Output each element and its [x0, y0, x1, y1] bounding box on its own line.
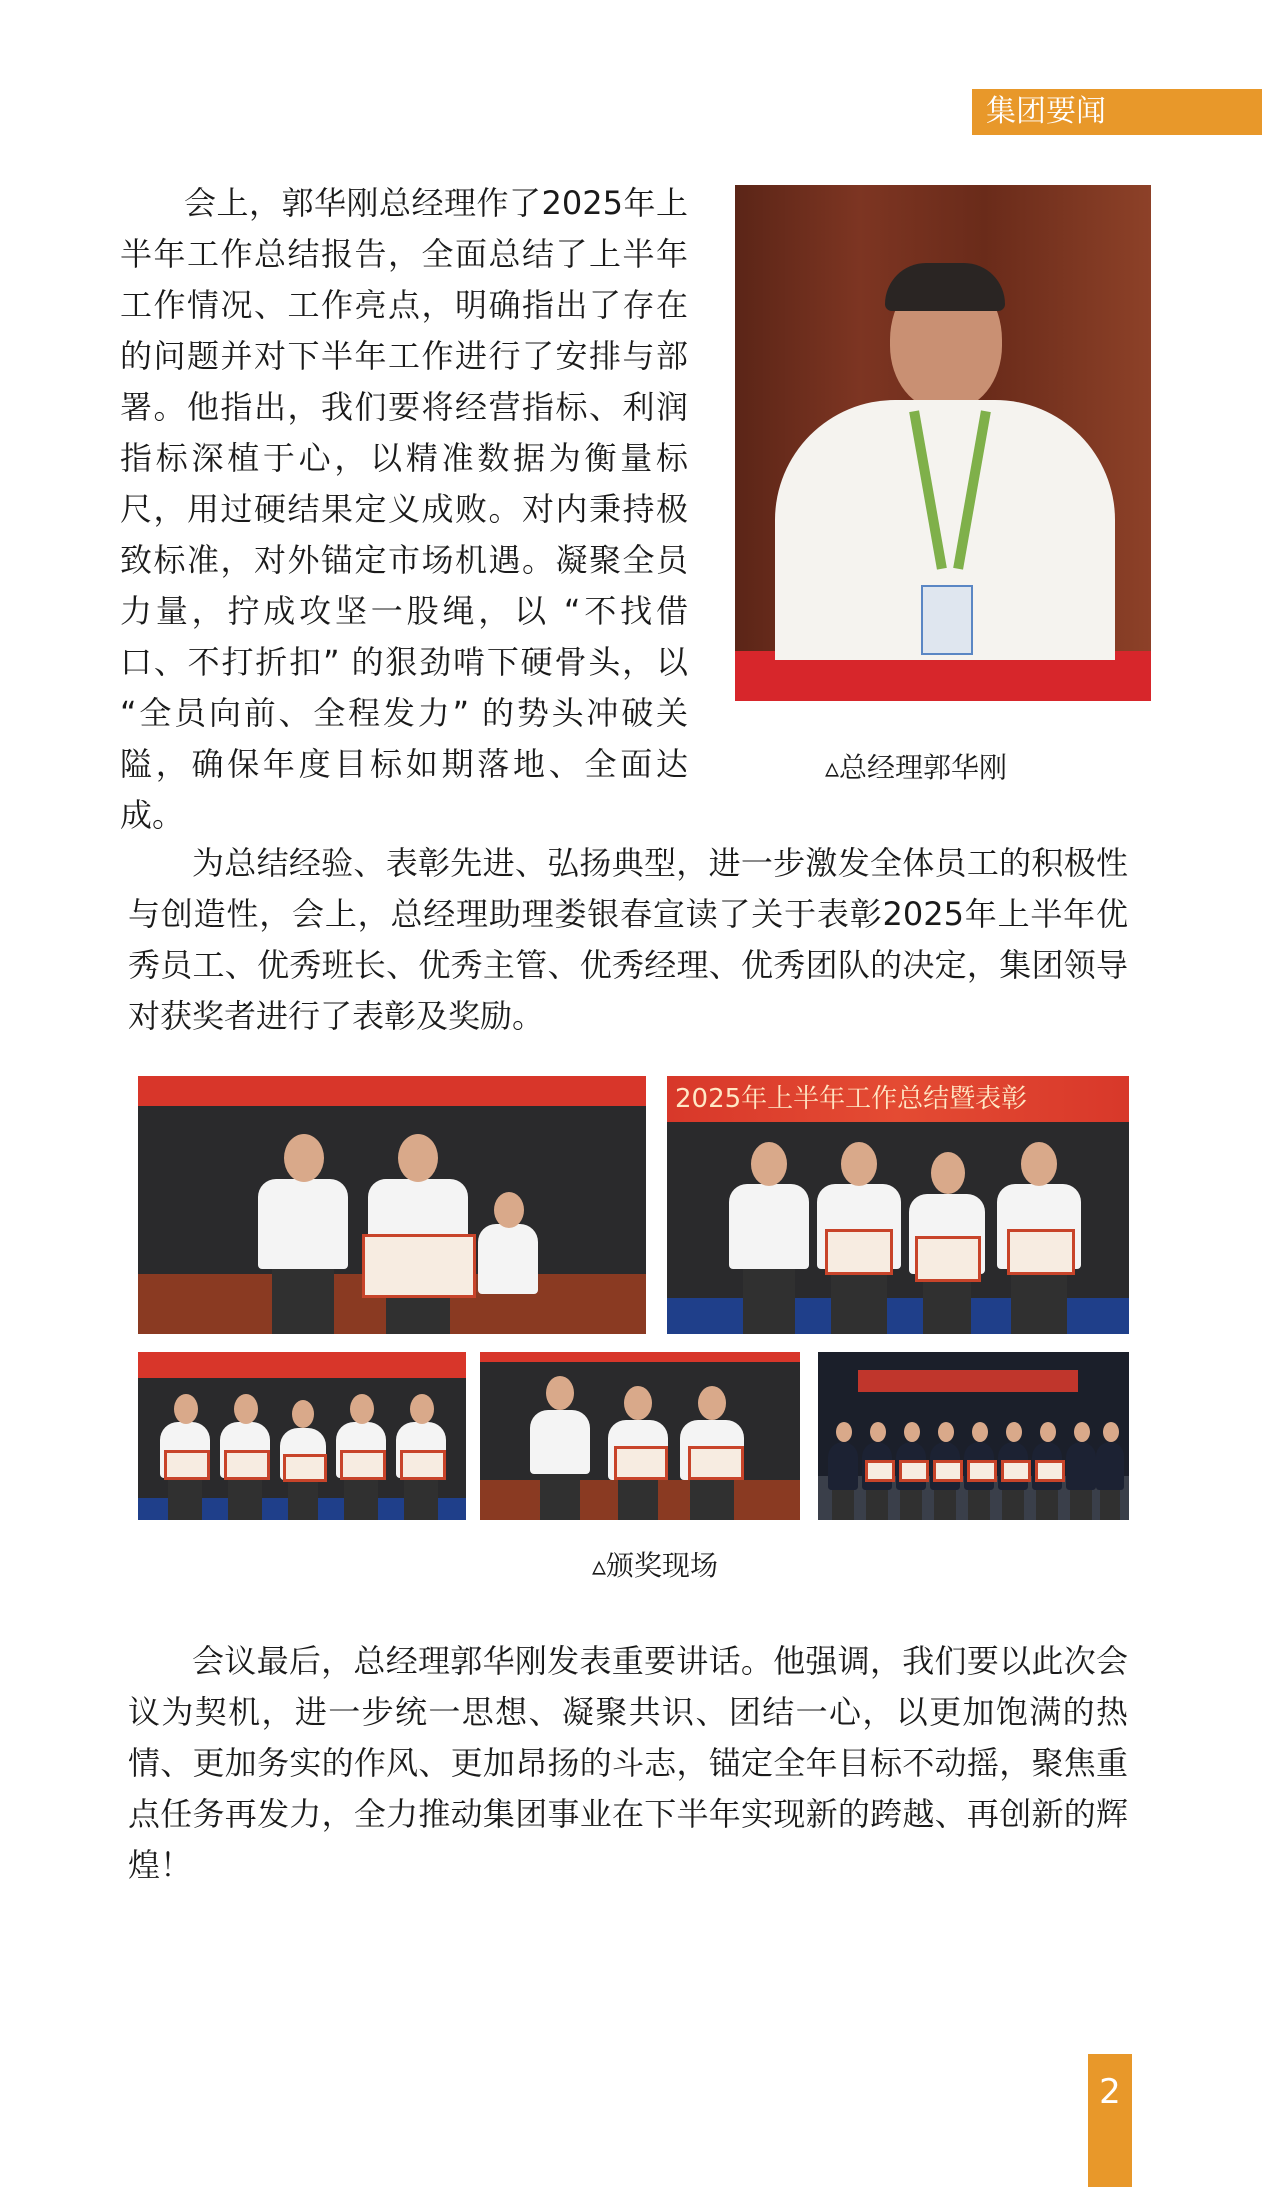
- paragraph-report: 会上，郭华刚总经理作了2025年上半年工作总结报告，全面总结了上半年工作情况、工作亮点，明确指出了存在的问题并对下半年工作进行了安排与部署。他指出，我们要将经营指标、利润指标深植于心，以精准数据为衡量标尺，用过硬结果定义成败。对内秉持极致标准，对外锚定市场机遇。凝聚全员力量，拧成攻坚一股绳，以 “不找借口、不打折扣” 的狠劲啃下硬骨头，以 “全员向前、全程发力” 的势头冲破关隘，确保年度目标如期落地、全面达成。: [120, 184, 688, 834]
- award-photo-4: [480, 1352, 800, 1520]
- paragraph-closing-speech: 会议最后，总经理郭华刚发表重要讲话。他强调，我们要以此次会议为契机，进一步统一思想、凝聚共识、团结一心，以更加饱满的热情、更加务实的作风、更加昂扬的斗志，锚定全年目标不动摇，聚焦重点任务再发力，全力推动集团事业在下半年实现新的跨越、再创新的辉煌！: [128, 1642, 1128, 1884]
- caption-general-manager: ▵总经理郭华刚: [825, 751, 1008, 784]
- award-photo-5: [818, 1352, 1129, 1520]
- award-banner-text: 2025年上半年工作总结暨表彰: [667, 1076, 1129, 1122]
- photo-general-manager: [735, 185, 1151, 701]
- paragraph-awards: 为总结经验、表彰先进、弘扬典型，进一步激发全体员工的积极性与创造性，会上，总经理助理娄银春宣读了关于表彰2025年上半年优秀员工、优秀班长、优秀主管、优秀经理、优秀团队的决定，集团领导对获奖者进行了表彰及奖励。: [128, 844, 1128, 1035]
- award-photo-3: [138, 1352, 466, 1520]
- page-number: 2: [1088, 2054, 1132, 2187]
- award-photo-2: [667, 1076, 1129, 1334]
- caption-award-ceremony: ▵颁奖现场: [592, 1549, 719, 1582]
- award-photo-1: [138, 1076, 646, 1334]
- section-tag: 集团要闻: [972, 89, 1262, 135]
